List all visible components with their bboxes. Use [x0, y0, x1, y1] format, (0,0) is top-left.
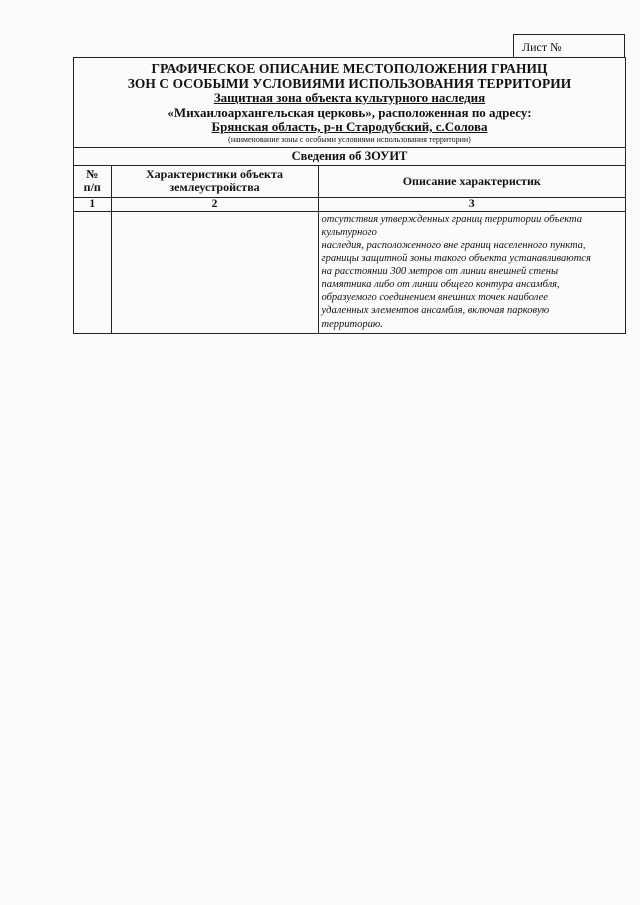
title-line-1: ГРАФИЧЕСКОЕ ОПИСАНИЕ МЕСТОПОЛОЖЕНИЯ ГРАНИЦ [151, 61, 548, 76]
row-description-cell [318, 211, 625, 333]
column-number-3: 3 [318, 197, 625, 211]
description-line: наследия, расположенного вне границ населенного пункта, [321, 239, 586, 251]
table-header-row [74, 166, 625, 198]
sheet-number-box [513, 34, 625, 58]
address: Брянская область, р-н Стародубский, с.Солова [211, 119, 488, 135]
row-number-cell [74, 211, 111, 333]
column-numbers-row [74, 197, 625, 211]
description-line: удаленных элементов ансамбля, включая парковую [321, 305, 550, 317]
document-header [74, 58, 625, 148]
description-line: культурного [321, 226, 377, 238]
col-characteristics-header-line1: Характеристики объекта [145, 166, 283, 181]
table-row [74, 211, 625, 333]
document-frame [73, 57, 626, 334]
description-line: памятника либо от линии общего контура ансамбля, [321, 279, 560, 291]
object-name: «Михаилоархангельская церковь», расположенная по адресу: [167, 104, 532, 120]
col-characteristics-header-line2: землеустройства [169, 180, 260, 195]
col-description-header: Описание характеристик [318, 166, 625, 198]
description-line: границы защитной зоны такого объекта устанавливаются [321, 252, 591, 264]
section-title: Сведения об ЗОУИТ [74, 148, 625, 166]
col-number-header [74, 166, 111, 198]
zone-name: Защитная зона объекта культурного наследия [213, 90, 486, 105]
description-line: отсутствия утвержденных границ территории объекта [321, 213, 582, 225]
title-line-2: ЗОН С ОСОБЫМИ УСЛОВИЯМИ ИСПОЛЬЗОВАНИЯ ТЕРРИТОРИИ [127, 76, 572, 91]
characteristics-table [74, 166, 625, 333]
row-characteristic-cell [111, 211, 318, 333]
column-number-2: 2 [111, 197, 318, 211]
header-note: (наименование зоны с особыми условиями использования территории) [228, 134, 471, 144]
column-number-1: 1 [74, 197, 111, 211]
sheet-label: Лист № [522, 40, 562, 54]
col-characteristics-header [111, 166, 318, 198]
description-line: территорию. [321, 318, 383, 330]
description-line: на расстоянии 300 метров от линии внешней стены [321, 266, 559, 278]
col-number-header-line1: № [86, 166, 99, 181]
description-line: образуемого соединением внешних точек наиболее [321, 292, 548, 304]
col-number-header-line2: п/п [83, 180, 101, 195]
